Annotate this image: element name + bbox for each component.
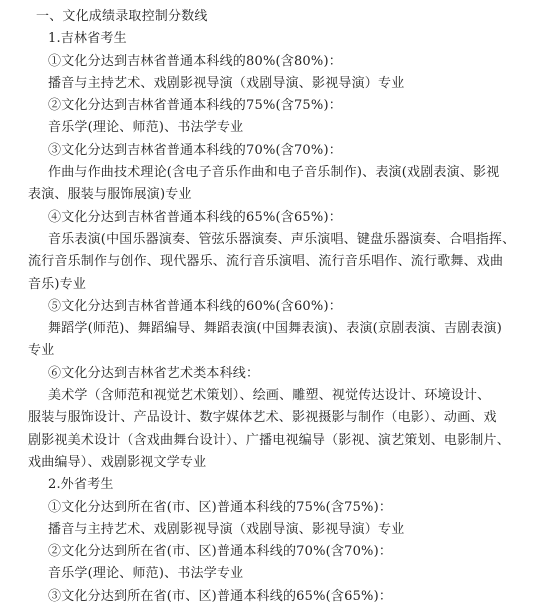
majors-6-cont: 戏曲编导）、戏剧影视文学专业 <box>28 454 207 470</box>
condition-5: ⑤文化分达到吉林省普通本科线的60%(含60%)： <box>48 298 342 314</box>
majors-6: 美术学（含师范和视觉艺术策划）、绘画、雕塑、视觉传达设计、环境设计、 <box>48 388 491 404</box>
majors-6-cont: 服装与服饰设计、产品设计、数字媒体艺术、影视摄影与制作（电影）、动画、戏 <box>28 410 497 426</box>
majors-8: 音乐学(理论、师范)、书法学专业 <box>48 566 244 582</box>
condition-9: ③文化分达到所在省(市、区)普通本科线的65%(含65%)： <box>48 588 393 604</box>
majors-4-cont: 音乐)专业 <box>28 276 87 292</box>
majors-3: 作曲与作曲技术理论(含电子音乐作曲和电子音乐制作)、表演(戏剧表演、影视 <box>48 165 500 181</box>
condition-6: ⑥文化分达到吉林省艺术类本科线： <box>48 365 260 381</box>
majors-3-cont: 表演、服装与服饰展演)专业 <box>28 187 192 203</box>
condition-8: ②文化分达到所在省(市、区)普通本科线的70%(含70%)： <box>48 544 393 560</box>
majors-4-cont: 流行音乐制作与创作、现代器乐、流行音乐演唱、流行音乐唱作、流行歌舞、戏曲 <box>28 254 504 270</box>
majors-4: 音乐表演(中国乐器演奏、管弦乐器演奏、声乐演唱、键盘乐器演奏、合唱指挥、 <box>48 231 516 247</box>
subsection-other-provinces: 2.外省考生 <box>48 477 114 493</box>
majors-5-cont: 专业 <box>28 343 55 359</box>
majors-2: 音乐学(理论、师范)、书法学专业 <box>48 120 244 136</box>
section-heading: 一、文化成绩录取控制分数线 <box>36 9 208 24</box>
condition-3: ③文化分达到吉林省普通本科线的70%(含70%)： <box>48 142 342 158</box>
subsection-jilin: 1.吉林省考生 <box>48 31 127 47</box>
majors-6-cont: 剧影视美术设计（含戏曲舞台设计）、广播电视编导（影视、演艺策划、电影制片、 <box>28 432 510 448</box>
majors-5: 舞蹈学(师范)、舞蹈编导、舞蹈表演(中国舞表演)、表演(京剧表演、吉剧表演) <box>48 321 503 337</box>
majors-1: 播音与主持艺术、戏剧影视导演（戏剧导演、影视导演）专业 <box>48 75 405 91</box>
majors-7: 播音与主持艺术、戏剧影视导演（戏剧导演、影视导演）专业 <box>48 521 405 537</box>
condition-4: ④文化分达到吉林省普通本科线的65%(含65%)： <box>48 209 342 225</box>
condition-2: ②文化分达到吉林省普通本科线的75%(含75%)： <box>48 98 342 114</box>
condition-7: ①文化分达到所在省(市、区)普通本科线的75%(含75%)： <box>48 499 393 515</box>
condition-1: ①文化分达到吉林省普通本科线的80%(含80%)： <box>48 53 342 69</box>
